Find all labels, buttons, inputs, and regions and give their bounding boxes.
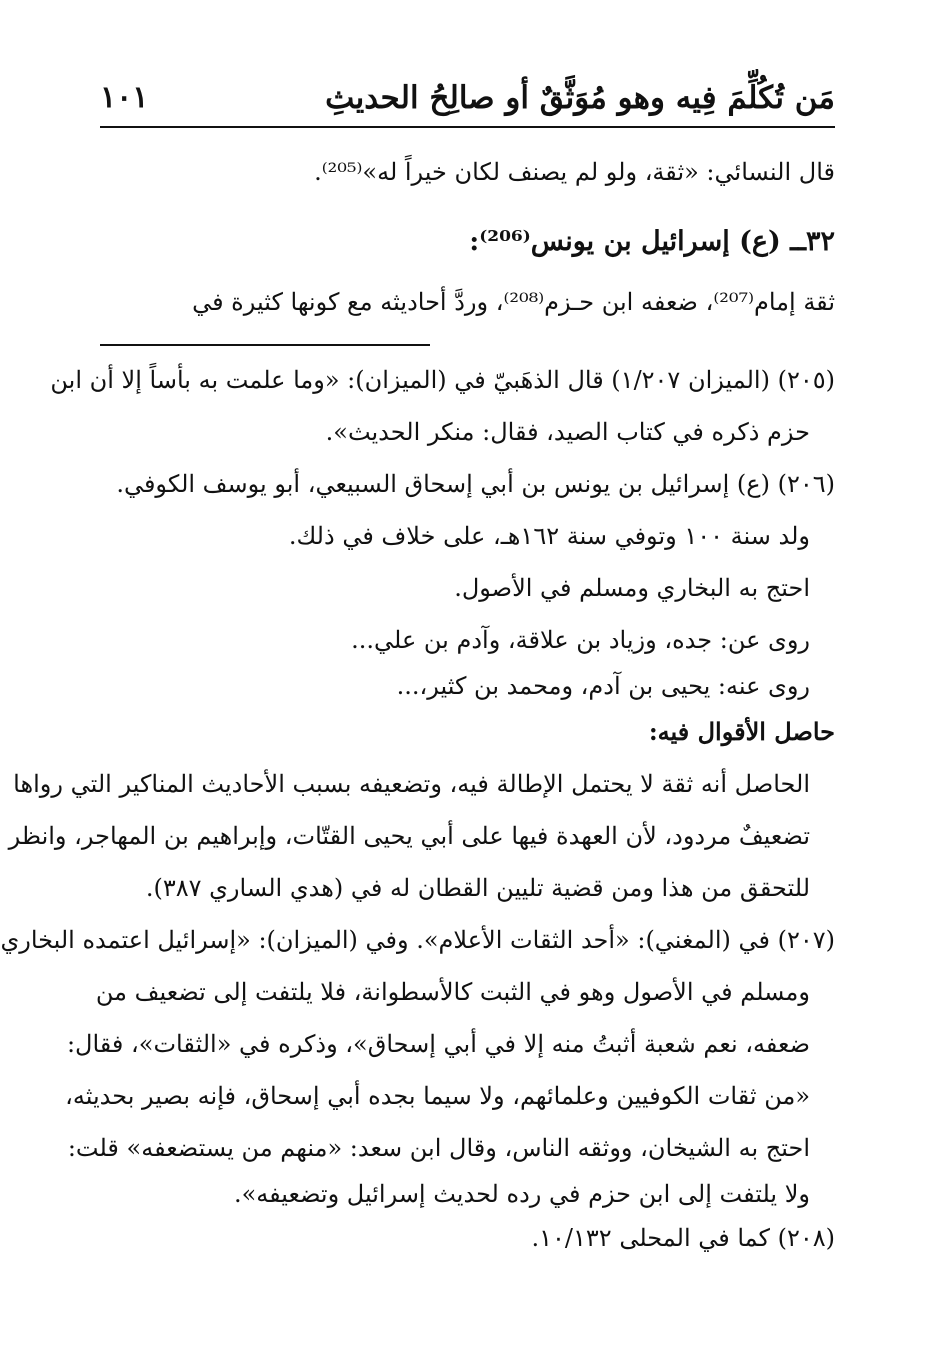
footnote-line: للتحقق من هذا ومن قضية تليين القطان له في (هدي الساري ٣٨٧). (145, 874, 810, 902)
footnote-line: روى عن: جده، وزياد بن علاقة، وآدم بن علي... (351, 626, 810, 654)
footnote-line: ولا يلتفت إلى ابن حزم في رده لحديث إسرائيل وتضعيفه». (233, 1180, 810, 1208)
footnote-line: (٢٠٧) في (المغني): «أحد الثقات الأعلام». وفي (الميزان): «إسرائيل اعتمده البخاري (0, 926, 835, 954)
entry-heading: ٣٢ــ (ع) إسرائيل بن يونس⁽²⁰⁶⁾: (469, 226, 835, 257)
footnote-line: «من ثقات الكوفيين وعلمائهم، ولا سيما بجده أبي إسحاق، فإنه بصير بحديثه، (65, 1082, 810, 1110)
body-line: ثقة إمام⁽²⁰⁷⁾، ضعفه ابن حـزم⁽²⁰⁸⁾، وردَّ أحاديثه مع كونها كثيرة في (192, 288, 835, 316)
footnote-line: ولد سنة ١٠٠ وتوفي سنة ١٦٢هـ، على خلاف في ذلك. (288, 522, 810, 550)
footnote-line: ضعفه، نعم شعبة أثبتُ منه إلا في أبي إسحاق»، وذكره في «الثقات»، فقال: (66, 1030, 810, 1058)
body-line: قال النسائي: «ثقة، ولو لم يصنف لكان خيراً له»⁽²⁰⁵⁾. (314, 158, 835, 186)
footnote-line: (٢٠٨) كما في المحلى ١٠/١٣٢. (531, 1224, 835, 1252)
footnote-line: روى عنه: يحيى بن آدم، ومحمد بن كثير،... (396, 672, 810, 700)
footnote-line: ومسلم في الأصول وهو في الثبت كالأسطوانة، فلا يلتفت إلى تضعيف من (95, 978, 810, 1006)
footnote-line: (٢٠٦) (ع) إسرائيل بن يونس بن أبي إسحاق السبيعي، أبو يوسف الكوفي. (116, 470, 835, 498)
running-title: مَن تُكُلِّمَ فِيه وهو مُوَثَّقٌ أو صالِحُ الحديثِ (325, 80, 835, 116)
footnote-line: احتج به البخاري ومسلم في الأصول. (454, 574, 810, 602)
footnote-separator (100, 344, 430, 346)
page-number: ١٠١ (100, 80, 149, 115)
footnote-line: احتج به الشيخان، ووثقه الناس، وقال ابن سعد: «منهم من يستضعفه» قلت: (67, 1134, 810, 1162)
footnote-line: (٢٠٥) (الميزان ١/٢٠٧) قال الذهَبيّ في (الميزان): «وما علمت به بأساً إلا أن ابن (50, 366, 835, 394)
footnote-line: حزم ذكره في كتاب الصيد، فقال: منكر الحديث». (325, 418, 810, 446)
footnote-line: تضعيفٌ مردود، لأن العهدة فيها على أبي يحيى القتّات، وإبراهيم بن المهاجر، وانظر (8, 822, 810, 850)
page-header (100, 70, 835, 128)
footnote-subheading: حاصل الأقوال فيه: (648, 717, 835, 746)
footnote-line: الحاصل أنه ثقة لا يحتمل الإطالة فيه، وتضعيفه بسبب الأحاديث المناكير التي رواها (13, 770, 810, 798)
